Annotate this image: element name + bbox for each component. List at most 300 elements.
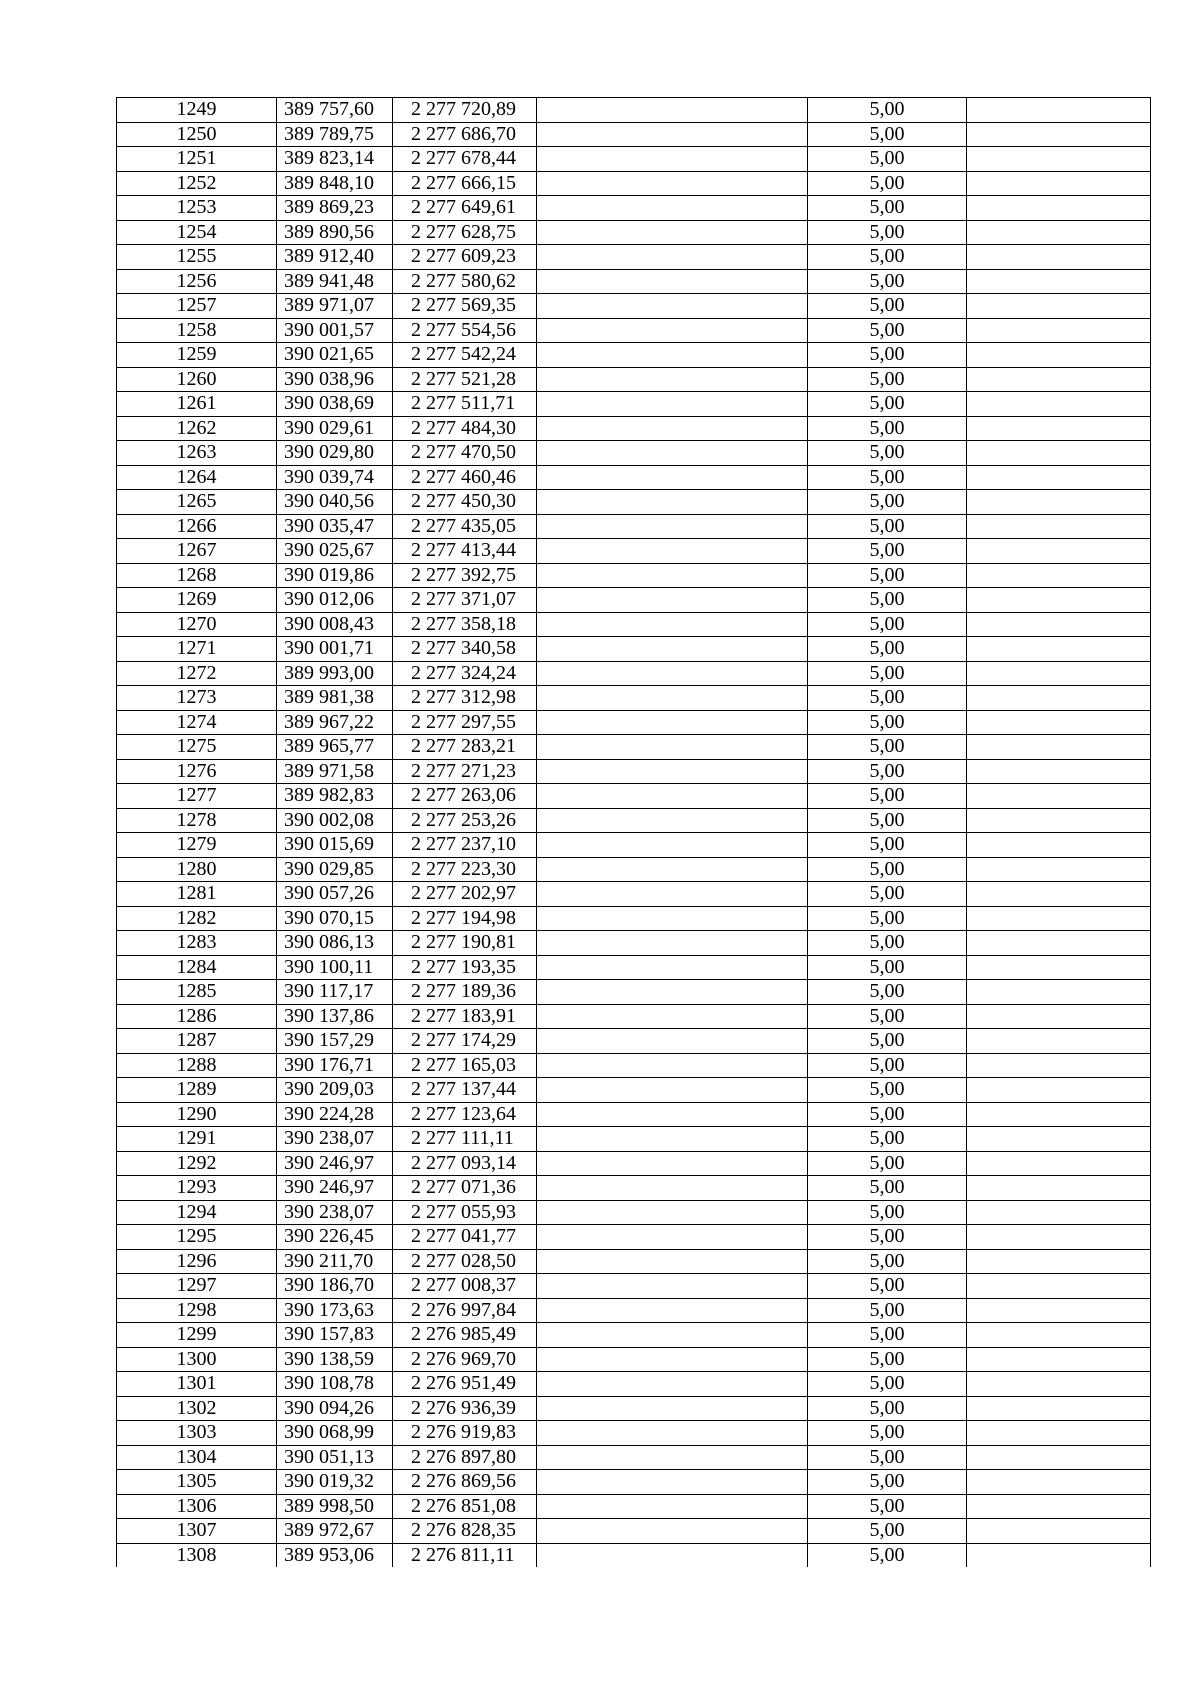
point-number-cell: 1276 [117, 759, 277, 784]
y-coordinate-cell: 2 277 223,30 [393, 857, 537, 882]
table-row [117, 1225, 1151, 1250]
empty-cell [537, 196, 808, 221]
table-row [117, 1127, 1151, 1152]
empty-cell [967, 1396, 1151, 1421]
y-coordinate-cell: 2 277 137,44 [393, 1078, 537, 1103]
tolerance-cell: 5,00 [808, 1421, 967, 1446]
point-number-cell: 1286 [117, 1004, 277, 1029]
y-coordinate-cell: 2 277 686,70 [393, 122, 537, 147]
table-row [117, 1274, 1151, 1299]
empty-cell [537, 269, 808, 294]
empty-cell [537, 220, 808, 245]
x-coordinate-cell: 390 108,78 [277, 1372, 393, 1397]
point-number-cell: 1284 [117, 955, 277, 980]
empty-cell [967, 171, 1151, 196]
table-row [117, 1102, 1151, 1127]
y-coordinate-cell: 2 277 237,10 [393, 833, 537, 858]
point-number-cell: 1292 [117, 1151, 277, 1176]
empty-cell [537, 1029, 808, 1054]
y-coordinate-cell: 2 277 263,06 [393, 784, 537, 809]
point-number-cell: 1288 [117, 1053, 277, 1078]
empty-cell [537, 1274, 808, 1299]
x-coordinate-cell: 390 176,71 [277, 1053, 393, 1078]
y-coordinate-cell: 2 277 609,23 [393, 245, 537, 270]
empty-cell [967, 1347, 1151, 1372]
point-number-cell: 1254 [117, 220, 277, 245]
point-number-cell: 1272 [117, 661, 277, 686]
empty-cell [537, 1323, 808, 1348]
y-coordinate-cell: 2 277 511,71 [393, 392, 537, 417]
table-row [117, 955, 1151, 980]
x-coordinate-cell: 389 789,75 [277, 122, 393, 147]
empty-cell [967, 1519, 1151, 1544]
point-number-cell: 1289 [117, 1078, 277, 1103]
empty-cell [537, 1176, 808, 1201]
y-coordinate-cell: 2 276 997,84 [393, 1298, 537, 1323]
y-coordinate-cell: 2 277 202,97 [393, 882, 537, 907]
y-coordinate-cell: 2 277 123,64 [393, 1102, 537, 1127]
tolerance-cell: 5,00 [808, 686, 967, 711]
tolerance-cell: 5,00 [808, 1347, 967, 1372]
table-row [117, 122, 1151, 147]
table-row [117, 1029, 1151, 1054]
tolerance-cell: 5,00 [808, 1029, 967, 1054]
y-coordinate-cell: 2 277 183,91 [393, 1004, 537, 1029]
empty-cell [537, 294, 808, 319]
tolerance-cell: 5,00 [808, 1053, 967, 1078]
empty-cell [537, 343, 808, 368]
empty-cell [537, 735, 808, 760]
empty-cell [537, 931, 808, 956]
empty-cell [537, 808, 808, 833]
tolerance-cell: 5,00 [808, 269, 967, 294]
empty-cell [537, 122, 808, 147]
point-number-cell: 1291 [117, 1127, 277, 1152]
table-row [117, 1421, 1151, 1446]
y-coordinate-cell: 2 277 283,21 [393, 735, 537, 760]
table-row [117, 1494, 1151, 1519]
empty-cell [537, 1494, 808, 1519]
x-coordinate-cell: 390 238,07 [277, 1127, 393, 1152]
table-row [117, 833, 1151, 858]
empty-cell [967, 882, 1151, 907]
y-coordinate-cell: 2 277 521,28 [393, 367, 537, 392]
x-coordinate-cell: 390 094,26 [277, 1396, 393, 1421]
empty-cell [967, 1029, 1151, 1054]
y-coordinate-cell: 2 277 008,37 [393, 1274, 537, 1299]
y-coordinate-cell: 2 277 071,36 [393, 1176, 537, 1201]
empty-cell [537, 367, 808, 392]
tolerance-cell: 5,00 [808, 1372, 967, 1397]
empty-cell [537, 857, 808, 882]
y-coordinate-cell: 2 276 985,49 [393, 1323, 537, 1348]
empty-cell [967, 1372, 1151, 1397]
table-row [117, 808, 1151, 833]
table-row [117, 1470, 1151, 1495]
tolerance-cell: 5,00 [808, 1151, 967, 1176]
point-number-cell: 1269 [117, 588, 277, 613]
empty-cell [967, 147, 1151, 172]
empty-cell [967, 1323, 1151, 1348]
point-number-cell: 1249 [117, 98, 277, 123]
x-coordinate-cell: 390 001,57 [277, 318, 393, 343]
empty-cell [967, 1225, 1151, 1250]
tolerance-cell: 5,00 [808, 1102, 967, 1127]
empty-cell [967, 539, 1151, 564]
x-coordinate-cell: 390 015,69 [277, 833, 393, 858]
x-coordinate-cell: 389 941,48 [277, 269, 393, 294]
tolerance-cell: 5,00 [808, 441, 967, 466]
tolerance-cell: 5,00 [808, 367, 967, 392]
table-row [117, 1004, 1151, 1029]
table-row [117, 1519, 1151, 1544]
y-coordinate-cell: 2 276 969,70 [393, 1347, 537, 1372]
empty-cell [537, 1053, 808, 1078]
empty-cell [537, 1445, 808, 1470]
coordinates-table [116, 97, 1151, 1567]
x-coordinate-cell: 390 173,63 [277, 1298, 393, 1323]
x-coordinate-cell: 390 008,43 [277, 612, 393, 637]
point-number-cell: 1274 [117, 710, 277, 735]
tolerance-cell: 5,00 [808, 931, 967, 956]
empty-cell [967, 833, 1151, 858]
y-coordinate-cell: 2 277 628,75 [393, 220, 537, 245]
tolerance-cell: 5,00 [808, 955, 967, 980]
table-row [117, 465, 1151, 490]
empty-cell [537, 171, 808, 196]
point-number-cell: 1267 [117, 539, 277, 564]
tolerance-cell: 5,00 [808, 612, 967, 637]
point-number-cell: 1303 [117, 1421, 277, 1446]
empty-cell [967, 441, 1151, 466]
x-coordinate-cell: 390 051,13 [277, 1445, 393, 1470]
empty-cell [967, 465, 1151, 490]
empty-cell [967, 808, 1151, 833]
y-coordinate-cell: 2 277 111,11 [393, 1127, 537, 1152]
tolerance-cell: 5,00 [808, 1445, 967, 1470]
empty-cell [967, 1470, 1151, 1495]
x-coordinate-cell: 390 117,17 [277, 980, 393, 1005]
tolerance-cell: 5,00 [808, 245, 967, 270]
y-coordinate-cell: 2 277 190,81 [393, 931, 537, 956]
point-number-cell: 1270 [117, 612, 277, 637]
empty-cell [967, 343, 1151, 368]
x-coordinate-cell: 389 965,77 [277, 735, 393, 760]
tolerance-cell: 5,00 [808, 1127, 967, 1152]
table-row [117, 759, 1151, 784]
empty-cell [537, 1543, 808, 1567]
empty-cell [537, 245, 808, 270]
table-row [117, 784, 1151, 809]
point-number-cell: 1306 [117, 1494, 277, 1519]
tolerance-cell: 5,00 [808, 1519, 967, 1544]
y-coordinate-cell: 2 276 919,83 [393, 1421, 537, 1446]
tolerance-cell: 5,00 [808, 539, 967, 564]
x-coordinate-cell: 390 029,80 [277, 441, 393, 466]
x-coordinate-cell: 390 019,86 [277, 563, 393, 588]
table-row [117, 539, 1151, 564]
empty-cell [537, 1298, 808, 1323]
tolerance-cell: 5,00 [808, 171, 967, 196]
empty-cell [537, 147, 808, 172]
point-number-cell: 1258 [117, 318, 277, 343]
empty-cell [537, 710, 808, 735]
x-coordinate-cell: 389 972,67 [277, 1519, 393, 1544]
point-number-cell: 1282 [117, 906, 277, 931]
y-coordinate-cell: 2 277 450,30 [393, 490, 537, 515]
empty-cell [967, 245, 1151, 270]
point-number-cell: 1285 [117, 980, 277, 1005]
x-coordinate-cell: 390 029,85 [277, 857, 393, 882]
point-number-cell: 1300 [117, 1347, 277, 1372]
empty-cell [967, 1298, 1151, 1323]
empty-cell [537, 98, 808, 123]
x-coordinate-cell: 390 246,97 [277, 1151, 393, 1176]
empty-cell [967, 416, 1151, 441]
empty-cell [967, 196, 1151, 221]
table-row [117, 637, 1151, 662]
empty-cell [537, 563, 808, 588]
table-row [117, 735, 1151, 760]
tolerance-cell: 5,00 [808, 980, 967, 1005]
empty-cell [537, 637, 808, 662]
point-number-cell: 1283 [117, 931, 277, 956]
empty-cell [967, 661, 1151, 686]
tolerance-cell: 5,00 [808, 710, 967, 735]
tolerance-cell: 5,00 [808, 196, 967, 221]
point-number-cell: 1281 [117, 882, 277, 907]
empty-cell [537, 465, 808, 490]
x-coordinate-cell: 390 038,96 [277, 367, 393, 392]
x-coordinate-cell: 390 012,06 [277, 588, 393, 613]
empty-cell [537, 759, 808, 784]
x-coordinate-cell: 390 086,13 [277, 931, 393, 956]
table-row [117, 588, 1151, 613]
tolerance-cell: 5,00 [808, 1078, 967, 1103]
empty-cell [537, 955, 808, 980]
empty-cell [967, 759, 1151, 784]
empty-cell [967, 1004, 1151, 1029]
empty-cell [537, 1372, 808, 1397]
point-number-cell: 1262 [117, 416, 277, 441]
empty-cell [967, 514, 1151, 539]
empty-cell [537, 539, 808, 564]
empty-cell [967, 392, 1151, 417]
empty-cell [967, 931, 1151, 956]
empty-cell [967, 857, 1151, 882]
empty-cell [537, 1102, 808, 1127]
x-coordinate-cell: 390 238,07 [277, 1200, 393, 1225]
empty-cell [537, 490, 808, 515]
tolerance-cell: 5,00 [808, 98, 967, 123]
x-coordinate-cell: 390 100,11 [277, 955, 393, 980]
y-coordinate-cell: 2 277 720,89 [393, 98, 537, 123]
table-row [117, 392, 1151, 417]
empty-cell [967, 490, 1151, 515]
x-coordinate-cell: 390 186,70 [277, 1274, 393, 1299]
empty-cell [967, 710, 1151, 735]
table-row [117, 1347, 1151, 1372]
point-number-cell: 1275 [117, 735, 277, 760]
tolerance-cell: 5,00 [808, 318, 967, 343]
y-coordinate-cell: 2 276 869,56 [393, 1470, 537, 1495]
table-row [117, 441, 1151, 466]
tolerance-cell: 5,00 [808, 637, 967, 662]
y-coordinate-cell: 2 277 435,05 [393, 514, 537, 539]
empty-cell [967, 588, 1151, 613]
empty-cell [537, 392, 808, 417]
point-number-cell: 1295 [117, 1225, 277, 1250]
x-coordinate-cell: 390 070,15 [277, 906, 393, 931]
tolerance-cell: 5,00 [808, 1470, 967, 1495]
y-coordinate-cell: 2 276 811,11 [393, 1543, 537, 1567]
table-row [117, 343, 1151, 368]
point-number-cell: 1307 [117, 1519, 277, 1544]
table-row [117, 906, 1151, 931]
empty-cell [967, 784, 1151, 809]
x-coordinate-cell: 390 035,47 [277, 514, 393, 539]
x-coordinate-cell: 390 040,56 [277, 490, 393, 515]
y-coordinate-cell: 2 277 174,29 [393, 1029, 537, 1054]
tolerance-cell: 5,00 [808, 122, 967, 147]
empty-cell [967, 637, 1151, 662]
point-number-cell: 1293 [117, 1176, 277, 1201]
table-row [117, 1200, 1151, 1225]
y-coordinate-cell: 2 277 165,03 [393, 1053, 537, 1078]
empty-cell [967, 612, 1151, 637]
y-coordinate-cell: 2 277 470,50 [393, 441, 537, 466]
tolerance-cell: 5,00 [808, 833, 967, 858]
point-number-cell: 1304 [117, 1445, 277, 1470]
table-row [117, 686, 1151, 711]
empty-cell [537, 661, 808, 686]
y-coordinate-cell: 2 277 028,50 [393, 1249, 537, 1274]
y-coordinate-cell: 2 277 542,24 [393, 343, 537, 368]
x-coordinate-cell: 390 039,74 [277, 465, 393, 490]
x-coordinate-cell: 389 971,07 [277, 294, 393, 319]
table-row [117, 1445, 1151, 1470]
table-row [117, 1078, 1151, 1103]
empty-cell [967, 220, 1151, 245]
table-row [117, 147, 1151, 172]
table-row [117, 514, 1151, 539]
tolerance-cell: 5,00 [808, 661, 967, 686]
y-coordinate-cell: 2 277 554,56 [393, 318, 537, 343]
empty-cell [537, 416, 808, 441]
empty-cell [537, 1347, 808, 1372]
x-coordinate-cell: 389 757,60 [277, 98, 393, 123]
table-row [117, 1176, 1151, 1201]
y-coordinate-cell: 2 277 324,24 [393, 661, 537, 686]
x-coordinate-cell: 390 038,69 [277, 392, 393, 417]
x-coordinate-cell: 390 057,26 [277, 882, 393, 907]
empty-cell [537, 1519, 808, 1544]
empty-cell [537, 1200, 808, 1225]
y-coordinate-cell: 2 277 194,98 [393, 906, 537, 931]
x-coordinate-cell: 390 029,61 [277, 416, 393, 441]
empty-cell [537, 1396, 808, 1421]
tolerance-cell: 5,00 [808, 735, 967, 760]
empty-cell [537, 833, 808, 858]
table-row [117, 857, 1151, 882]
empty-cell [967, 906, 1151, 931]
tolerance-cell: 5,00 [808, 1396, 967, 1421]
tolerance-cell: 5,00 [808, 490, 967, 515]
table-row [117, 98, 1151, 123]
empty-cell [537, 1004, 808, 1029]
x-coordinate-cell: 390 001,71 [277, 637, 393, 662]
table-row [117, 245, 1151, 270]
tolerance-cell: 5,00 [808, 465, 967, 490]
table-row [117, 1396, 1151, 1421]
empty-cell [967, 1421, 1151, 1446]
tolerance-cell: 5,00 [808, 882, 967, 907]
tolerance-cell: 5,00 [808, 1494, 967, 1519]
table-row [117, 931, 1151, 956]
empty-cell [537, 1127, 808, 1152]
x-coordinate-cell: 389 971,58 [277, 759, 393, 784]
y-coordinate-cell: 2 277 312,98 [393, 686, 537, 711]
tolerance-cell: 5,00 [808, 808, 967, 833]
empty-cell [967, 98, 1151, 123]
y-coordinate-cell: 2 277 358,18 [393, 612, 537, 637]
point-number-cell: 1268 [117, 563, 277, 588]
tolerance-cell: 5,00 [808, 1004, 967, 1029]
point-number-cell: 1264 [117, 465, 277, 490]
y-coordinate-cell: 2 277 189,36 [393, 980, 537, 1005]
point-number-cell: 1305 [117, 1470, 277, 1495]
x-coordinate-cell: 390 224,28 [277, 1102, 393, 1127]
point-number-cell: 1256 [117, 269, 277, 294]
point-number-cell: 1296 [117, 1249, 277, 1274]
tolerance-cell: 5,00 [808, 1274, 967, 1299]
empty-cell [537, 906, 808, 931]
point-number-cell: 1308 [117, 1543, 277, 1567]
point-number-cell: 1266 [117, 514, 277, 539]
point-number-cell: 1287 [117, 1029, 277, 1054]
x-coordinate-cell: 390 157,29 [277, 1029, 393, 1054]
empty-cell [967, 735, 1151, 760]
table-row [117, 269, 1151, 294]
empty-cell [967, 1274, 1151, 1299]
point-number-cell: 1253 [117, 196, 277, 221]
empty-cell [967, 1543, 1151, 1567]
x-coordinate-cell: 390 138,59 [277, 1347, 393, 1372]
y-coordinate-cell: 2 277 649,61 [393, 196, 537, 221]
y-coordinate-cell: 2 277 297,55 [393, 710, 537, 735]
empty-cell [967, 1445, 1151, 1470]
point-number-cell: 1252 [117, 171, 277, 196]
x-coordinate-cell: 389 869,23 [277, 196, 393, 221]
empty-cell [537, 1151, 808, 1176]
y-coordinate-cell: 2 277 666,15 [393, 171, 537, 196]
table-row [117, 612, 1151, 637]
table-row [117, 1053, 1151, 1078]
y-coordinate-cell: 2 277 193,35 [393, 955, 537, 980]
x-coordinate-cell: 390 246,97 [277, 1176, 393, 1201]
empty-cell [967, 367, 1151, 392]
empty-cell [537, 882, 808, 907]
x-coordinate-cell: 389 890,56 [277, 220, 393, 245]
tolerance-cell: 5,00 [808, 759, 967, 784]
table-row [117, 318, 1151, 343]
empty-cell [537, 1421, 808, 1446]
empty-cell [537, 612, 808, 637]
tolerance-cell: 5,00 [808, 784, 967, 809]
x-coordinate-cell: 390 137,86 [277, 1004, 393, 1029]
y-coordinate-cell: 2 277 340,58 [393, 637, 537, 662]
y-coordinate-cell: 2 277 041,77 [393, 1225, 537, 1250]
